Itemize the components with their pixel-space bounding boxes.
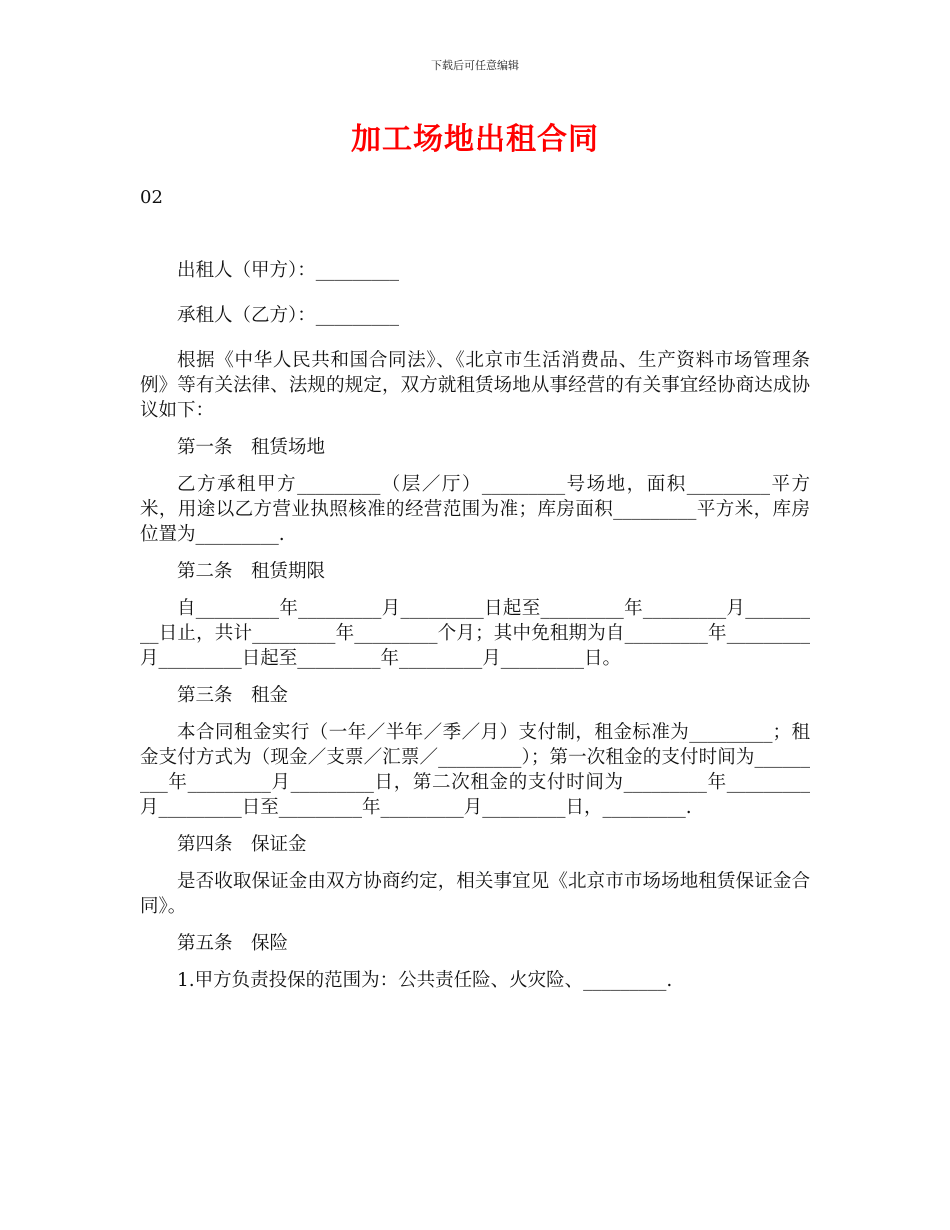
article-4-text: 是否收取保证金由双方协商约定，相关事宜见《北京市市场场地租赁保证金合同》。 <box>140 871 810 917</box>
article-2-text: 自_________年_________月_________日起至_________年_________月_________日止，共计_________年_________个月；其中免租期为自_________年_________月_________日起至_________年_________月_________日。 <box>140 598 810 669</box>
article-1-text: 乙方承租甲方_________（层／厅）_________号场地，面积_________平方米，用途以乙方营业执照核准的经营范围为准；库房面积_________平方米，库房位置为_________. <box>140 474 810 545</box>
article-3-heading: 第三条 租金 <box>177 685 289 706</box>
article-1-heading: 第一条 租赁场地 <box>177 437 326 458</box>
article-5-heading: 第五条 保险 <box>177 933 289 954</box>
article-4-heading: 第四条 保证金 <box>177 834 307 855</box>
contract-body <box>140 258 810 1005</box>
lessee-line: 承租人（乙方）：_________ <box>177 305 400 326</box>
document-title: 加工场地出租合同 <box>351 122 599 157</box>
article-5-item-1: 1.甲方负责投保的范围为：公共责任险、火灾险、_________. <box>177 970 673 991</box>
header-note: 下载后可任意编辑 <box>431 59 519 72</box>
lessor-line: 出租人（甲方）：_________ <box>177 260 400 281</box>
article-2-heading: 第二条 租赁期限 <box>177 561 326 582</box>
preamble-paragraph: 根据《中华人民共和国合同法》、《北京市生活消费品、生产资料市场管理条例》等有关法律、法规的规定，双方就租赁场地从事经营的有关事宜经协商达成协议如下： <box>140 350 810 421</box>
document-number: 02 <box>140 187 163 208</box>
article-3-text: 本合同租金实行（一年／半年／季／月）支付制，租金标准为_________；租金支付方式为（现金／支票／汇票／_________）；第一次租金的支付时间为_________年_________月_________日，第二次租金的支付时间为_________年_________月_________日至_________年_________月_________日，_________. <box>140 722 810 818</box>
